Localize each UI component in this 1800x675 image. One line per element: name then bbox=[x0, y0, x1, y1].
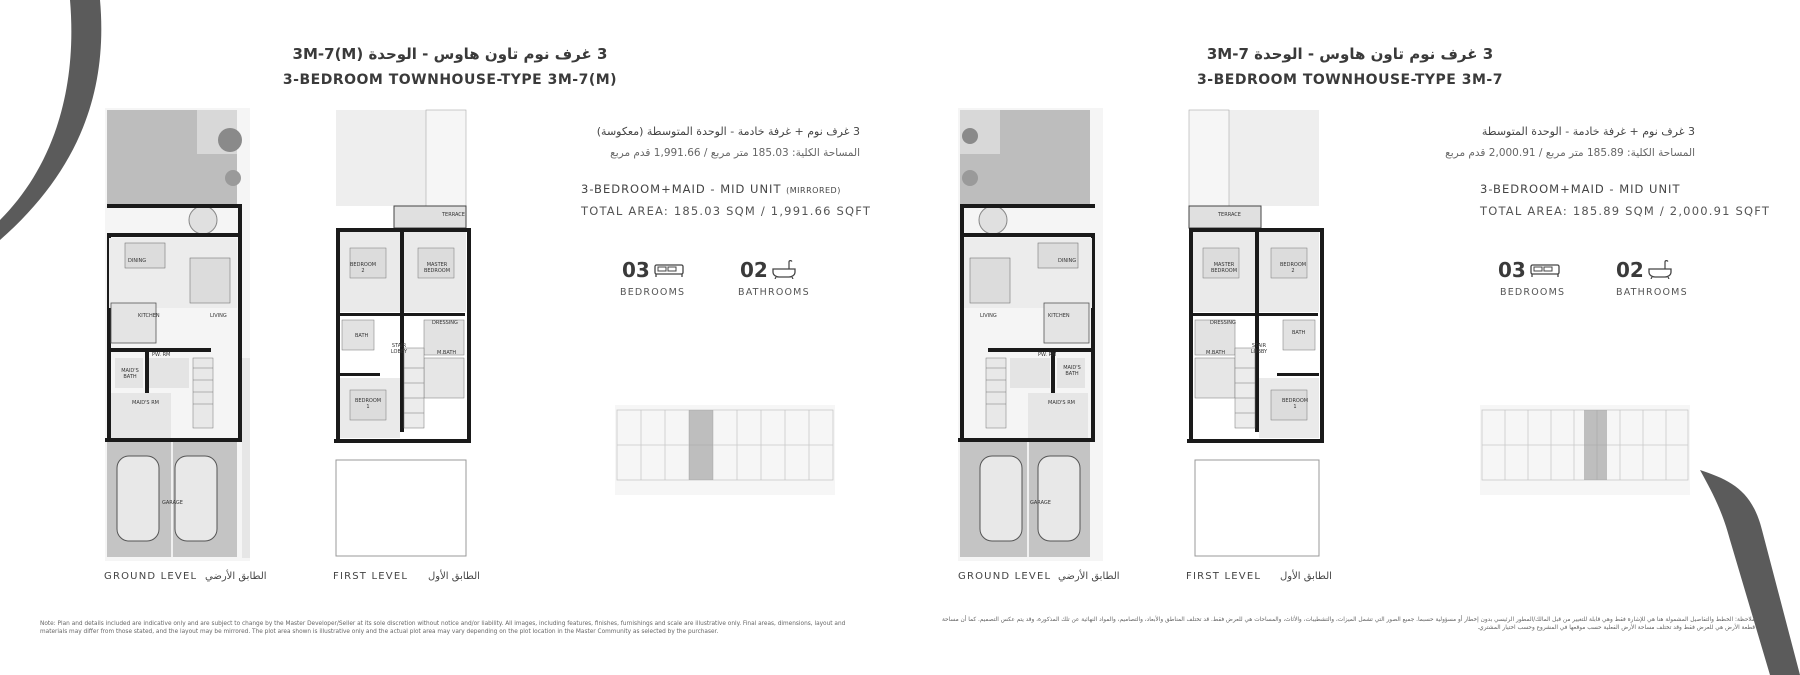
right-area-en: TOTAL AREA: 185.89 SQM / 2,000.91 SQFT bbox=[1480, 204, 1771, 218]
right-bedrooms-count: 03 bbox=[1498, 258, 1526, 282]
right-first-floor-plan bbox=[1187, 108, 1332, 561]
left-first-level-label: FIRST LEVEL bbox=[333, 571, 409, 582]
right-disclaimer-note-ar: ملاحظة: الخطط والتفاصيل المشمولة هنا هي للإشارة فقط وهي قابلة للتغيير من قبل المالك/المطور الرئيسي بدون إخطار أو مسؤولية حسبما. جميع الصور التي تشمل الميزات، والتشطيبات، والأثاث، والمساحات هي للعرض فقط. قد تختلف المناطق والأبعاد، والتصاميم، والمواد النهائية عن تلك المذكورة، وقد يتم عكس التصميم. كما أن مساحة قطعة الأرض هي للعرض فقط وقد تختلف مساحة الأرض الفعلية حسب موقعها في المشروع وحسب اختيار المشتري. bbox=[941, 617, 1755, 631]
room-bedroom2-left: BEDROOM 2 bbox=[350, 262, 377, 274]
room-pw-rm-right: PW. RM bbox=[1038, 352, 1057, 358]
room-terrace-left: TERRACE bbox=[442, 212, 465, 218]
room-bath-right: BATH bbox=[1292, 330, 1306, 336]
room-garage: GARAGE bbox=[162, 500, 183, 506]
left-bedrooms-count: 03 bbox=[622, 258, 650, 282]
right-title-ar: 3 غرف نوم تاون هاوس - الوحدة 3M-7 bbox=[1206, 45, 1494, 63]
left-unit-en: 3-BEDROOM+MAID - MID UNIT (MIRRORED) bbox=[581, 182, 841, 196]
bed-icon bbox=[654, 262, 684, 278]
right-bathrooms-label: BATHROOMS bbox=[1616, 287, 1688, 298]
room-dressing-left: DRESSING bbox=[432, 320, 458, 326]
room-dressing-right: DRESSING bbox=[1210, 320, 1236, 326]
room-kitchen: KITCHEN bbox=[138, 313, 160, 319]
room-bath-left: BATH bbox=[355, 333, 369, 339]
left-bathrooms-count: 02 bbox=[740, 258, 768, 282]
room-bedroom2-right: BEDROOM 2 bbox=[1280, 262, 1307, 274]
left-bathrooms-label: BATHROOMS bbox=[738, 287, 810, 298]
room-maids-rm-right: MAID'S RM bbox=[1048, 400, 1075, 406]
left-ground-level-label-ar: الطابق الأرضي bbox=[205, 571, 267, 582]
left-bedrooms-label: BEDROOMS bbox=[620, 287, 686, 298]
bed-icon bbox=[1530, 262, 1560, 278]
right-bedrooms-label: BEDROOMS bbox=[1500, 287, 1566, 298]
decorative-curve-top-left bbox=[0, 0, 120, 240]
room-master-bedroom-left: MASTER BEDROOM bbox=[423, 262, 451, 274]
right-first-level-label: FIRST LEVEL bbox=[1186, 571, 1262, 582]
room-bedroom1-left: BEDROOM 1 bbox=[355, 398, 382, 410]
left-title-ar: 3 غرف نوم تاون هاوس - الوحدة 3M-7(M) bbox=[292, 45, 608, 63]
left-key-plan bbox=[615, 405, 835, 495]
left-title-en: 3-BEDROOM TOWNHOUSE-TYPE 3M-7(M) bbox=[282, 72, 618, 88]
left-disclaimer-note: Note: Plan and details included are indicative only and are subject to change by the Master Developer/Seller at its sole discretion without notice and/or liability. All images, including features, finishes, furnishings and scale are illustrative only. Final areas, dimensions, layout and materials may differ from those stated, and the layout may be mirrored. The plot area shown is illustrative only and the actual plot area may vary depending on the plot location in the Master Community as selected by the purchaser. bbox=[40, 621, 846, 635]
left-area-en: TOTAL AREA: 185.03 SQM / 1,991.66 SQFT bbox=[581, 204, 872, 218]
left-ground-level-label: GROUND LEVEL bbox=[104, 571, 198, 582]
room-master-bedroom-right: MASTER BEDROOM bbox=[1210, 262, 1238, 274]
room-stair-lobby-right: STAIR LOBBY bbox=[1250, 343, 1268, 355]
right-unit-en: 3-BEDROOM+MAID - MID UNIT bbox=[1480, 182, 1681, 196]
bathtub-icon bbox=[1647, 259, 1673, 279]
room-living: LIVING bbox=[210, 313, 227, 319]
room-stair-lobby-left: STAIR LOBBY bbox=[390, 343, 408, 355]
right-ground-level-label-ar: الطابق الأرضي bbox=[1058, 571, 1120, 582]
room-mbath-left: M.BATH bbox=[437, 350, 457, 356]
decorative-curve-bottom-right bbox=[1690, 470, 1800, 675]
room-dining: DINING bbox=[128, 258, 147, 264]
room-maids-bath-right: MAID'S BATH bbox=[1063, 365, 1081, 377]
room-bedroom1-right: BEDROOM 1 bbox=[1282, 398, 1309, 410]
right-ground-floor-plan bbox=[958, 108, 1103, 561]
room-dining-right: DINING bbox=[1058, 258, 1077, 264]
right-area-ar: المساحة الكلية: 185.89 متر مربع / 2,000.91 قدم مربع bbox=[1445, 147, 1695, 159]
right-unit-ar: 3 غرف نوم + غرفة خادمة - الوحدة المتوسطة bbox=[1481, 125, 1695, 138]
room-terrace-right: TERRACE bbox=[1218, 212, 1241, 218]
bathtub-icon bbox=[771, 259, 797, 279]
room-maids-rm: MAID'S RM bbox=[132, 400, 159, 406]
right-ground-level-label: GROUND LEVEL bbox=[958, 571, 1052, 582]
room-garage-right: GARAGE bbox=[1030, 500, 1051, 506]
room-mbath-right: M.BATH bbox=[1206, 350, 1226, 356]
room-kitchen-right: KITCHEN bbox=[1048, 313, 1070, 319]
right-bathrooms-count: 02 bbox=[1616, 258, 1644, 282]
left-first-level-label-ar: الطابق الأول bbox=[428, 571, 480, 582]
right-first-level-label-ar: الطابق الأول bbox=[1280, 571, 1332, 582]
right-key-plan bbox=[1480, 405, 1690, 495]
room-maids-bath: MAID'S BATH bbox=[121, 368, 139, 380]
right-title-en: 3-BEDROOM TOWNHOUSE-TYPE 3M-7 bbox=[1197, 72, 1503, 88]
left-ground-floor-plan bbox=[105, 108, 250, 561]
room-living-right: LIVING bbox=[980, 313, 997, 319]
left-area-ar: المساحة الكلية: 185.03 متر مربع / 1,991.66 قدم مربع bbox=[610, 147, 860, 159]
left-unit-ar: 3 غرف نوم + غرفة خادمة - الوحدة المتوسطة (معكوسة) bbox=[596, 125, 860, 138]
room-pw-rm: PW. RM bbox=[152, 352, 171, 358]
